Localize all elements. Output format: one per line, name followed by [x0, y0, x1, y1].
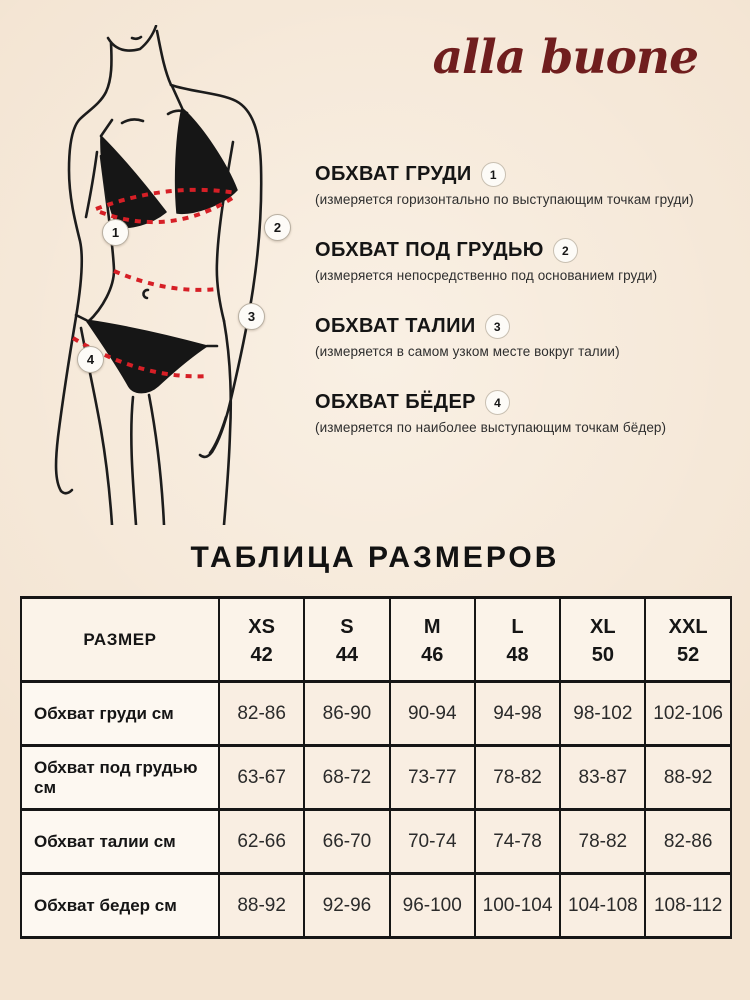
size-column-xl [560, 598, 645, 682]
size-column-m [390, 598, 475, 682]
value-cell: 78-82 [475, 746, 560, 810]
measurement-title: ОБХВАТ ТАЛИИ [315, 315, 476, 337]
measurement-badge-1: 1 [481, 162, 506, 187]
value-cell: 83-87 [560, 746, 645, 810]
figure-marker-1: 1 [102, 219, 129, 246]
value-cell: 90-94 [390, 682, 475, 746]
figure-marker-4: 4 [77, 346, 104, 373]
measurement-waist [315, 314, 740, 359]
measurement-description: (измеряется в самом узком месте вокруг талии) [315, 344, 620, 359]
measurement-title: ОБХВАТ БЁДЕР [315, 391, 476, 413]
body-outline [56, 26, 261, 525]
value-cell: 70-74 [390, 810, 475, 874]
measurement-bust [315, 162, 740, 207]
measurement-description: (измеряется по наиболее выступающим точкам бёдер) [315, 420, 667, 435]
value-cell: 96-100 [390, 874, 475, 938]
value-cell: 82-86 [645, 810, 730, 874]
value-cell: 88-92 [645, 746, 730, 810]
value-cell: 102-106 [645, 682, 730, 746]
measurement-title: ОБХВАТ ПОД ГРУДЬЮ [315, 239, 544, 261]
table-row-waist [21, 810, 731, 874]
value-cell: 74-78 [475, 810, 560, 874]
bikini-bottom-shape [86, 320, 207, 393]
value-cell: 100-104 [475, 874, 560, 938]
measurement-description: (измеряется непосредственно под основанием груди) [315, 268, 658, 283]
table-corner-label: РАЗМЕР [21, 598, 219, 682]
value-cell: 88-92 [219, 874, 304, 938]
figure-marker-3: 3 [238, 303, 265, 330]
value-cell: 66-70 [304, 810, 389, 874]
value-cell: 98-102 [560, 682, 645, 746]
size-table-title: ТАБЛИЦА РАЗМЕРОВ [190, 541, 560, 574]
size-ru-label: 48 [506, 643, 529, 666]
value-cell: 78-82 [560, 810, 645, 874]
table-row-underbust [21, 746, 731, 810]
size-column-xs [219, 598, 304, 682]
measurement-legend [315, 162, 740, 435]
row-label: Обхват бедер см [21, 874, 219, 938]
value-cell: 104-108 [560, 874, 645, 938]
size-intl-label: XL [590, 615, 616, 638]
size-intl-label: M [423, 615, 441, 638]
size-intl-label: XS [248, 615, 275, 638]
measurement-title: ОБХВАТ ГРУДИ [315, 163, 472, 185]
value-cell: 73-77 [390, 746, 475, 810]
table-row-bust [21, 682, 731, 746]
table-row-hips [21, 874, 731, 938]
row-label: Обхват под грудью см [21, 746, 219, 810]
row-label: Обхват талии см [21, 810, 219, 874]
value-cell: 63-67 [219, 746, 304, 810]
size-table [20, 596, 732, 939]
size-column-s [304, 598, 389, 682]
figure-illustration [30, 25, 310, 525]
size-ru-label: 44 [335, 643, 359, 666]
size-column-l [475, 598, 560, 682]
value-cell: 108-112 [645, 874, 730, 938]
size-intl-label: XXL [668, 615, 708, 638]
measurement-hips [315, 390, 740, 435]
size-ru-label: 46 [421, 643, 444, 666]
value-cell: 68-72 [304, 746, 389, 810]
size-intl-label: L [511, 615, 524, 638]
value-cell: 92-96 [304, 874, 389, 938]
value-cell: 82-86 [219, 682, 304, 746]
figure-line-art [30, 25, 310, 525]
value-cell: 86-90 [304, 682, 389, 746]
size-intl-label: S [340, 615, 354, 638]
measurement-description: (измеряется горизонтально по выступающим точкам груди) [315, 192, 694, 207]
measurement-badge-4: 4 [485, 390, 510, 415]
row-label: Обхват груди см [21, 682, 219, 746]
size-ru-label: 50 [591, 643, 614, 666]
measurement-underbust [315, 238, 740, 283]
measurement-badge-3: 3 [485, 314, 510, 339]
value-cell: 62-66 [219, 810, 304, 874]
size-ru-label: 52 [677, 643, 700, 666]
brand-logo: alla buone [432, 30, 698, 85]
figure-marker-2: 2 [264, 214, 291, 241]
measurement-badge-2: 2 [553, 238, 578, 263]
size-column-xxl [645, 598, 730, 682]
table-header-row [21, 598, 731, 682]
bikini-top-shape [101, 108, 237, 227]
size-ru-label: 42 [250, 643, 273, 666]
value-cell: 94-98 [475, 682, 560, 746]
